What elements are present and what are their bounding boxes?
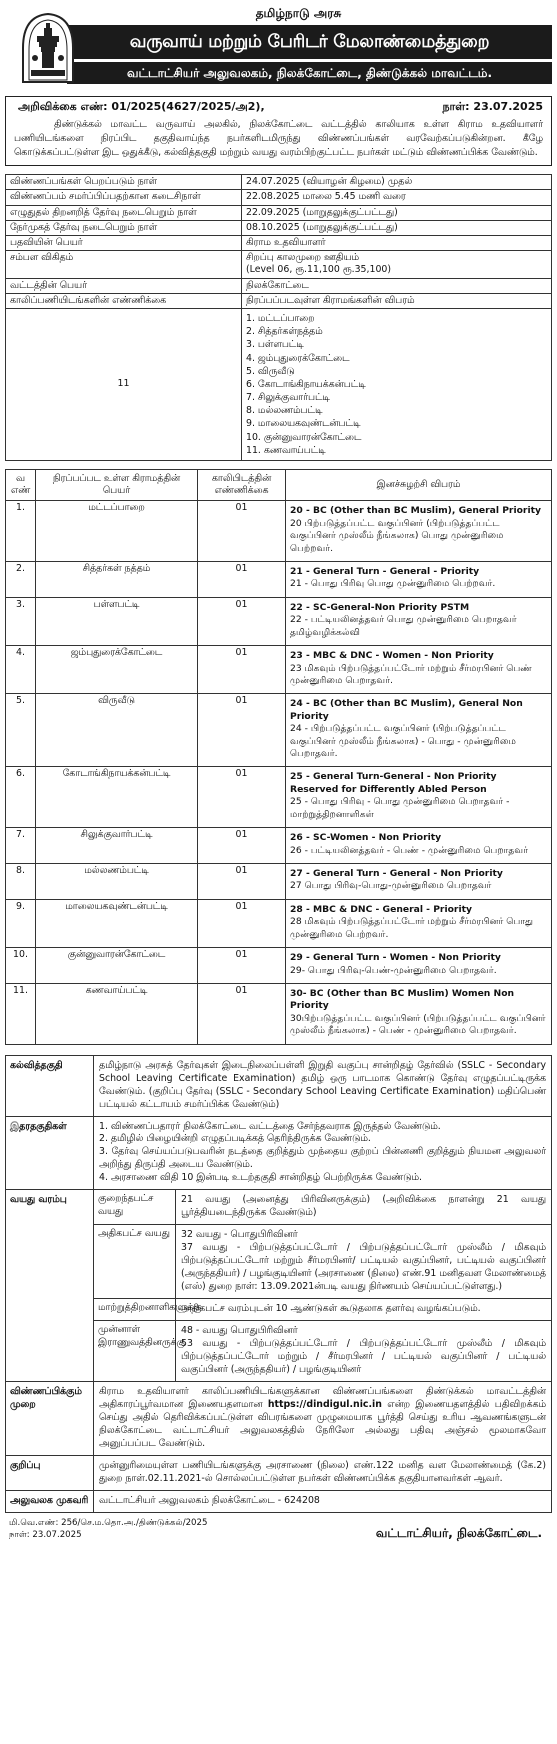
qualification-row	[6, 1055, 552, 1116]
row-number: 11.	[6, 983, 36, 1044]
salary-scale: சிறப்பு காலமுறை ஊதியம்	[246, 252, 360, 264]
table-row	[6, 864, 552, 900]
village-name: பள்ளபட்டி	[36, 597, 198, 645]
vacancy-row	[6, 309, 552, 461]
rotation-detail	[286, 597, 552, 645]
rotation-detail	[286, 694, 552, 767]
rotation-tamil: 30பிற்படுத்தப்பட்ட வகுப்பினர் (பிற்படுத்தப்பட்ட வகுப்பினர் முஸ்லீம் நீங்கலாக) - பெண் - முன்னுரிமை பெறாதவர்.	[290, 1012, 546, 1037]
row-number: 5.	[6, 694, 36, 767]
vacancy-count-cell: 01	[198, 899, 286, 947]
other-eligibility-cell	[94, 1116, 552, 1190]
notice-number-line	[5, 96, 552, 116]
other-eligibility-label: இதரதகுதிகள்	[6, 1116, 94, 1190]
vacancy-count-cell: 01	[198, 983, 286, 1044]
qualification-text: தமிழ்நாடு அரசுத் தேர்வுகள் இடைநிலைப்பள்ளி இறுதி வகுப்பு சான்றிதழ் தேர்வில் (SSLC - Secondary School Leaving Certificate Examination) தமிழ் ஒரு பாடமாக கொண்டு தேர்வு எழுதப்பட்டிருக்க வேண்டும். (குறிப்பு தேர்வு (SSLC - Secondary School Leaving Certificate Examination) மதிப்பெண் பட்டியல் கட்டாயம் சமர்ப்பிக்க வேண்டும்)	[94, 1055, 552, 1116]
salary-level: (Level 06, ரூ.11,100 ரூ.35,100)	[246, 264, 392, 276]
vacancy-count-cell: 01	[198, 501, 286, 562]
vacancy-count-cell: 01	[198, 646, 286, 694]
age-key: மாற்றுத்திறனாளிகளுக்கு	[94, 1299, 176, 1321]
age-value: 48 - வயது பொதுபிரிவினர் 53 வயது - பிற்படுத்தப்பட்டோர் / பிற்படுத்தப்பட்டோர் முஸ்லீம் / மிகவும் பிற்படுத்தப்பட்டோர் மற்றும் / சீர்மரபினர் / பட்டியல் வகுப்பினர் / பட்டியல் வகுப்பினர் (அருந்ததியர்) / பழங்குடியினர்	[176, 1321, 552, 1382]
rotation-english: 27 - General Turn - General - Non Priority	[290, 868, 503, 879]
info-row	[6, 278, 552, 293]
list-item: 4. ஜம்புதுரைக்கோட்டை	[246, 352, 350, 364]
rotation-detail	[286, 983, 552, 1044]
age-value: 21 வயது (அனைத்து பிரிவினருக்கும்) (அறிவிக்கை நாளன்று 21 வயது பூர்த்தியடைந்திருக்க வேண்டும்)	[176, 1190, 552, 1225]
table-row	[6, 597, 552, 645]
village-name: குன்னுவாரன்கோட்டை	[36, 948, 198, 984]
list-item: 2. சித்தர்கள்நத்தம்	[246, 326, 323, 338]
department-title: வருவாய் மற்றும் பேரிடர் மேலாண்மைத்துறை	[67, 25, 552, 59]
row-number: 10.	[6, 948, 36, 984]
rotation-english: 28 - MBC & DNC - General - Priority	[290, 903, 472, 915]
info-value	[242, 251, 552, 278]
age-key: குறைந்தபட்ச வயது	[94, 1190, 176, 1225]
info-value: நிலக்கோட்டை	[242, 278, 552, 293]
village-list-cell	[242, 309, 552, 461]
col-header-count: காலிபிடத்தின் எண்ணிக்கை	[198, 469, 286, 500]
row-number: 9.	[6, 899, 36, 947]
info-value: கிராம உதவியாளர்	[242, 236, 552, 251]
vacancy-count-cell: 01	[198, 948, 286, 984]
table-row	[6, 646, 552, 694]
rotation-english: 29 - General Turn - Women - Non Priority	[290, 952, 501, 964]
row-number: 1.	[6, 501, 36, 562]
note-text: முன்னுரிமையுள்ள பணியிடங்களுக்கு அரசாணை (நிலை) எண்.122 மனித வள மேலாண்மைத் (கே.2) துறை நாள்.02.11.2021-ல் சொல்லப்பட்டுள்ள நபர்கள் விண்ணப்பிக்க தகுதியானவர்கள் ஆவர்.	[94, 1455, 552, 1490]
age-key: அதிகபட்ச வயது	[94, 1225, 176, 1299]
age-row	[6, 1190, 552, 1225]
table-header	[6, 469, 552, 500]
address-text: வட்டாட்சியர் அலுவலகம் நிலக்கோட்டை - 624208	[94, 1490, 552, 1512]
list-item: 3. தேர்வு செய்யப்படுபவரின் நடத்தை குறித்தும் முந்தைய குற்றப் பின்னணி குறித்தும் நியமன அலுவலர் அறிந்து திருப்தி அடைய வேண்டும்.	[99, 1146, 546, 1171]
age-key: முன்னாள் இராணுவத்தினருக்கு	[94, 1321, 176, 1382]
rotation-tamil: 24 - பிற்படுத்தப்பட்ட வகுப்பினர் (பிற்படுத்தப்பட்ட வகுப்பினர் முஸ்லீம் நீங்கலாக) - பொது - முன்னுரிமை பெறாதவர்.	[290, 723, 517, 760]
info-label: பதவியின் பெயர்	[6, 236, 242, 251]
rotation-detail	[286, 501, 552, 562]
government-name: தமிழ்நாடு அரசு	[255, 6, 342, 20]
info-label: விண்ணப்பங்கள் பெறப்படும் நாள்	[6, 175, 242, 190]
list-item: 6. கோடாங்கிநாயக்கன்பட்டி	[246, 378, 366, 390]
apply-text-b: என்ற இணையதளத்தில் பதிவிறக்கம் செய்து அதில் தெரிவிக்கப்பட்டுள்ள விபரங்களை முழுமையாக பூர்த்தி செய்து உரிய ஆவணங்களுடன் நிலக்கோட்டை வட்டாட்சியர் அலுவலகத்தில் நேரிலோ அல்லது பதிவு அஞ்சல் மூலமாகவோ அனுப்பப்பட வேண்டும்.	[99, 1398, 546, 1449]
list-item: 11. கணவாய்பட்டி	[246, 444, 326, 456]
rotation-tamil: 26 - பட்டியலினத்தவர் - பெண் - முன்னுரிமை பெறாதவர்	[290, 844, 529, 856]
rotation-detail	[286, 767, 552, 828]
footer-date: நாள்: 23.07.2025	[9, 1530, 82, 1541]
rotation-detail	[286, 561, 552, 597]
row-number: 4.	[6, 646, 36, 694]
footer-reference	[9, 1517, 207, 1542]
list-item: 4. அரசாணை விதி 10 இன்படி உடற்தகுதி சான்றிதழ் பெற்றிருக்க வேண்டும்.	[99, 1172, 423, 1184]
state-emblem-icon	[15, 10, 81, 86]
table-row	[6, 501, 552, 562]
website-link[interactable]: https://dindigul.nic.in	[267, 1398, 382, 1410]
row-number: 2.	[6, 561, 36, 597]
village-name: சிலுக்குவார்பட்டி	[36, 828, 198, 864]
rotation-english: 20 - BC (Other than BC Muslim), General Priority	[290, 505, 541, 517]
table-row	[6, 983, 552, 1044]
row-number: 8.	[6, 864, 36, 900]
office-name: வட்டாட்சியர் அலுவலகம், நிலக்கோட்டை, திண்டுக்கல் மாவட்டம்.	[67, 62, 552, 84]
notice-intro: திண்டுக்கல் மாவட்ட வருவாய் அலகில், நிலக்கோட்டை வட்டத்தில் காலியாக உள்ள கிராம உதவியாளர் பணியிடங்களை நிரப்பிட தகுதிவாய்ந்த நபர்களிடமிருந்து விண்ணப்பங்கள் வரவேற்கப்படுகின்றன. கீழே கொடுக்கப்பட்டுள்ள இட ஒதுக்கீடு, கல்வித்தகுதி மற்றும் வயது வரம்பிற்குட்பட்ட நபர்கள் மட்டும் விண்ணப்பிக்க வேண்டும்.	[5, 116, 552, 166]
vacancy-count: 11	[6, 309, 242, 461]
col-header-sn: வ எண்	[6, 469, 36, 500]
info-row	[6, 293, 552, 308]
rotation-tamil: 21 - பொது பிரிவு பொது முன்னுரிமை பெற்றவர்.	[290, 578, 496, 590]
rotation-tamil: 23 மிகவும் பிற்படுத்தப்பட்டோர் மற்றும் சீர்மரபினர் பெண் முன்னுரிமை பெறாதவர்.	[290, 662, 532, 686]
rotation-english: 23 - MBC & DNC - Women - Non Priority	[290, 650, 494, 662]
rotation-tamil: 28 மிகவும் பிற்படுத்தப்பட்டோர் மற்றும் சீர்மரபினர் பொது முன்னுரிமை பெற்றவர்.	[290, 916, 534, 940]
table-row	[6, 899, 552, 947]
info-label: நேர்முகத் தேர்வு நடைபெறும் நாள்	[6, 220, 242, 235]
rotation-tamil: 25 - பொது பிரிவு - பொது முன்னுரிமை பெறாதவர் - மாற்றுத்திறனாளிகள்	[290, 796, 510, 820]
vacancy-count-cell: 01	[198, 767, 286, 828]
rotation-english: 21 - General Turn - General - Priority	[290, 565, 480, 577]
apply-label: விண்ணப்பிக்கும் முறை	[6, 1381, 94, 1455]
list-item: 10. குன்னுவாரன்கோட்டை	[246, 431, 362, 443]
info-value: நிரப்பப்படவுள்ள கிராமங்களின் விபரம்	[242, 293, 552, 308]
info-label: எழுதுதல் திறனறித் தேர்வு நடைபெறும் நாள்	[6, 205, 242, 220]
reference-number: மி.வெ.எண்: 256/செ.ம.தொ.அ./திண்டுக்கல்/2025	[9, 1517, 208, 1528]
info-label: காலிப்பணியிடங்களின் எண்ணிக்கை	[6, 293, 242, 308]
apply-text-a: கிராம உதவியாளர் காலிப்பணியிடங்களுக்கான விண்ணப்பங்களை திண்டுக்கல் மாவட்டத்தின் அதிகாரப்பூர்வமான இணையதளமான	[99, 1385, 546, 1410]
rotation-tamil: 20 பிற்படுத்தப்பட்ட வகுப்பினர் (பிற்படுத்தப்பட்ட வகுப்பினர் முஸ்லீம் நீங்கலாக) பொது முன்னுரிமை பெற்றவர்.	[290, 517, 504, 554]
village-name: மல்லணம்பட்டி	[36, 864, 198, 900]
notice-date: நாள்: 23.07.2025	[442, 100, 543, 113]
info-value: 24.07.2025 (வியாழன் கிழமை) முதல்	[242, 175, 552, 190]
info-row	[6, 175, 552, 190]
info-label: சம்பள விகிதம்	[6, 251, 242, 278]
note-label: குறிப்பு	[6, 1455, 94, 1490]
info-label: விண்ணப்பம் சமர்ப்பிப்பதற்கான கடைசிநாள்	[6, 190, 242, 205]
address-label: அலுவலக முகவரி	[6, 1490, 94, 1512]
village-rotation-body	[6, 501, 552, 1044]
rotation-detail	[286, 828, 552, 864]
footer	[5, 1513, 552, 1542]
row-number: 7.	[6, 828, 36, 864]
table-row	[6, 948, 552, 984]
rotation-english: 25 - General Turn-General - Non Priority Reserved for Differently Abled Person	[290, 771, 497, 795]
info-row	[6, 220, 552, 235]
rotation-detail	[286, 864, 552, 900]
info-value: 22.09.2025 (மாறுதலுக்குட்பட்டது)	[242, 205, 552, 220]
village-name: விருவீடு	[36, 694, 198, 767]
signatory: வட்டாட்சியர், நிலக்கோட்டை.	[375, 1526, 542, 1541]
row-number: 3.	[6, 597, 36, 645]
village-name: சித்தர்கள் நத்தம்	[36, 561, 198, 597]
age-label: வயது வரம்பு	[6, 1190, 94, 1382]
rotation-english: 24 - BC (Other than BC Muslim), General Non Priority	[290, 698, 523, 722]
other-eligibility-list	[99, 1121, 546, 1186]
info-row	[6, 190, 552, 205]
info-row	[6, 251, 552, 278]
age-value: 32 வயது - பொதுபிரிவினர் 37 வயது - பிற்படுத்தப்பட்டோர் / பிற்படுத்தப்பட்டோர் முஸ்லீம் / மிகவும் பிற்படுத்தப்பட்டோர் மற்றும் சீர்மரபினர்/ பட்டியல் வகுப்பினர், பட்டியல் வகுப்பினர் (அருந்ததியர்) / பழங்குடியினர் (அரசாணை (நிலை) எண்.91 மனிதவள மேலாண்மைத் (எஸ்) துறை நாள்: 13.09.2021ன்படி வயது நிர்ணயம் செய்யப்பட்டுள்ளது.)	[176, 1225, 552, 1299]
vacancy-count-cell: 01	[198, 694, 286, 767]
vacancy-count-cell: 01	[198, 828, 286, 864]
note-row	[6, 1455, 552, 1490]
apply-cell	[94, 1381, 552, 1455]
info-value: 08.10.2025 (மாறுதலுக்குட்பட்டது)	[242, 220, 552, 235]
info-value: 22.08.2025 மாலை 5.45 மணி வரை	[242, 190, 552, 205]
village-name: மட்டப்பாறை	[36, 501, 198, 562]
village-name: கோடாங்கிநாயக்கன்பட்டி	[36, 767, 198, 828]
row-number: 6.	[6, 767, 36, 828]
village-name: கணவாய்பட்டி	[36, 983, 198, 1044]
info-row	[6, 205, 552, 220]
rotation-tamil: 27 பொது பிரிவு-பொது-முன்னுரிமை பெறாதவர்	[290, 880, 492, 892]
list-item: 8. மல்லணம்பட்டி	[246, 405, 323, 417]
rotation-tamil: 22 - பட்டியலினத்தவர் பொது முன்னுரிமை பெறாதவர் தமிழ்வழிக்கல்வி	[290, 614, 517, 638]
village-rotation-table	[5, 469, 552, 1045]
vacancy-count-cell: 01	[198, 561, 286, 597]
info-row	[6, 236, 552, 251]
other-eligibility-row	[6, 1116, 552, 1190]
col-header-rotation: இனச்சுழற்சி விபரம்	[286, 469, 552, 500]
info-table	[5, 174, 552, 461]
table-row	[6, 828, 552, 864]
table-row	[6, 561, 552, 597]
rotation-detail	[286, 646, 552, 694]
table-row	[6, 767, 552, 828]
rotation-tamil: 29- பொது பிரிவு-பெண்-முன்னுரிமை பெறாதவர்.	[290, 964, 497, 976]
list-item: 2. தமிழில் பிழையின்றி எழுதப்படிக்கத் தெரிந்திருக்க வேண்டும்.	[99, 1133, 371, 1145]
rotation-detail	[286, 899, 552, 947]
vacancy-count-cell: 01	[198, 597, 286, 645]
list-item: 9. மாலையகவுண்டன்பட்டி	[246, 418, 361, 430]
age-value: அதிகபட்ச வரம்புடன் 10 ஆண்டுகள் கூடுதலாக தளர்வு வழங்கப்படும்.	[176, 1299, 552, 1321]
address-row	[6, 1490, 552, 1512]
table-row	[6, 694, 552, 767]
rotation-english: 22 - SC-General-Non Priority PSTM	[290, 601, 470, 613]
rotation-english: 26 - SC-Women - Non Priority	[290, 832, 442, 844]
village-list	[246, 310, 547, 459]
list-item: 5. விருவீடு	[246, 365, 295, 377]
list-item: 7. சிலுக்குவார்பட்டி	[246, 392, 330, 404]
apply-row	[6, 1381, 552, 1455]
header	[5, 4, 552, 96]
eligibility-table	[5, 1055, 552, 1513]
col-header-village: நிரப்பப்பட உள்ள கிராமத்தின் பெயர்	[36, 469, 198, 500]
vacancy-count-cell: 01	[198, 864, 286, 900]
village-name: மாலையகவுண்டன்பட்டி	[36, 899, 198, 947]
list-item: 3. பள்ளபட்டி	[246, 339, 304, 351]
notice-number: அறிவிக்கை எண்: 01/2025(4627/2025/அ2),	[18, 100, 265, 113]
qualification-label: கல்வித்தகுதி	[6, 1055, 94, 1116]
info-label: வட்டத்தின் பெயர்	[6, 278, 242, 293]
village-name: ஜம்புதுரைக்கோட்டை	[36, 646, 198, 694]
list-item: 1. மட்டப்பாறை	[246, 313, 315, 325]
rotation-english: 30- BC (Other than BC Muslim) Women Non Priority	[290, 987, 515, 1012]
list-item: 1. விண்ணப்பதாரர் நிலக்கோட்டை வட்டத்தை சேர்ந்தவராக இருத்தல் வேண்டும்.	[99, 1120, 441, 1132]
rotation-detail	[286, 948, 552, 984]
